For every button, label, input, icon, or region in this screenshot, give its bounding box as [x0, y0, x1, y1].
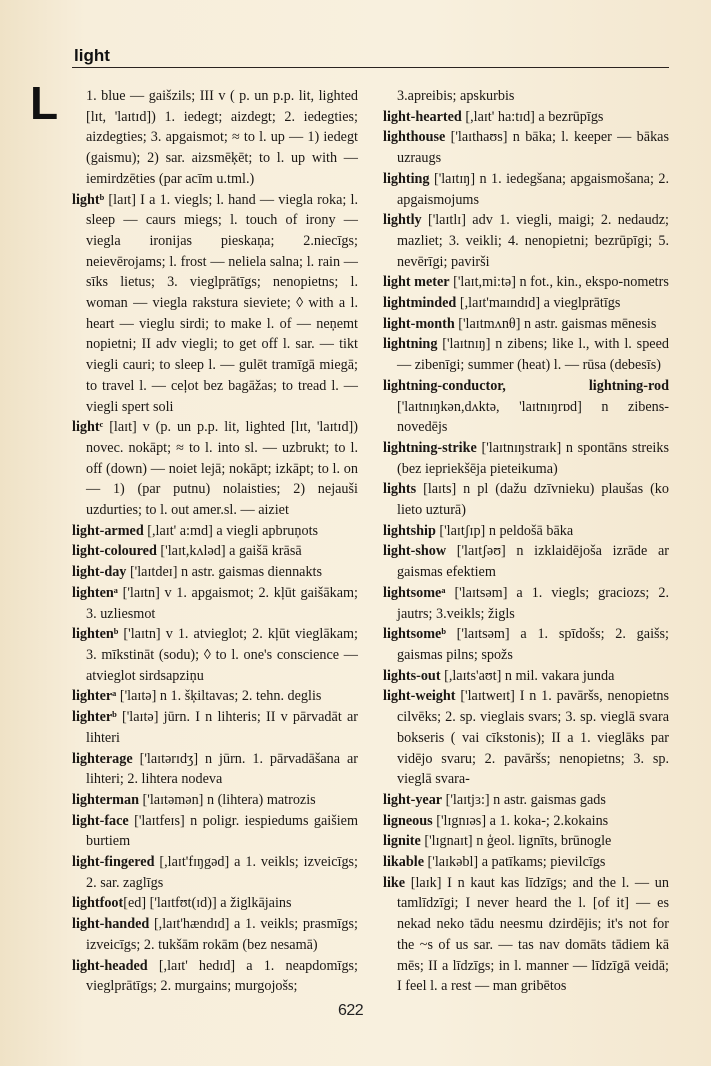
dictionary-entry: light-face ['laɪtfeɪs] n poligr. iespiedums gaišiem burtiem — [72, 812, 358, 850]
dictionary-entry: lightᶜ [laɪt] v (p. un p.p. lit, lighted [lɪt, 'laɪtɪd]) novec. nokāpt; ≈ to l. into sl. — uzbrukt; to l. off (down) — noiet lejā; nokāpt; izkāpt; to l. on — 1) (par putnu) nolaisties; 2) nejauši uzdurties; to l. out amer.sl. — aiziet — [72, 419, 358, 519]
dictionary-entry: likable ['laɪkəbl] a patīkams; pievilcīgs — [383, 854, 606, 871]
dictionary-entry: light meter ['laɪt,mi:tə] n fot., kin., ekspo-nometrs — [383, 274, 669, 291]
dictionary-entry: lightfoot[ed] ['laɪtfʊt(ɪd)] a žiglkājains — [72, 895, 292, 912]
left-column — [72, 86, 358, 997]
dictionary-entry: lightning ['laɪtnɪŋ] n zibens; like l., with l. speed — zibenīgi; summer (heat) l. — rūsa (debesīs) — [383, 336, 669, 374]
dictionary-entry: lighting ['laɪtɪŋ] n 1. iedegšana; apgaismošana; 2. apgaismojums — [383, 170, 669, 208]
dictionary-entry: lightsomeᵃ ['laɪtsəm] a 1. viegls; graciozs; 2. jautrs; 3.veikls; žigls — [383, 584, 669, 622]
dictionary-entry: lighterᵃ ['laɪtə] n 1. šķiltavas; 2. tehn. deglis — [72, 688, 322, 705]
running-head: light — [74, 46, 110, 65]
dictionary-entry: lightsomeᵇ ['laɪtsəm] a 1. spīdošs; 2. gaišs; gaismas pilns; spožs — [383, 626, 669, 663]
dictionary-entry: lightship ['laɪtʃɪp] n peldošā bāka — [383, 522, 574, 539]
dictionary-entry: light-headed [,laɪt' hedɪd] a 1. neapdomīgs; vieglprātīgs; 2. murgains; murgojošs; — [72, 957, 358, 995]
dictionary-entry: light-day ['laɪtdeɪ] n astr. gaismas diennakts — [72, 564, 323, 581]
dictionary-entry: lights [laɪts] n pl (dažu dzīvnieku) plaušas (ko lieto uzturā) — [383, 481, 669, 519]
dictionary-entry: like [laɪk] I n kaut kas līdzīgs; and the l. — un tamlīdzīgi; I never heard the l. [of it] — es nekad neko tādu neesmu dzirdējis; it's not for the ~s of us sar. — tas nav domāts tādiem kā mēs; II a līdzīgs; in l. manner — līdzīgā veidā; I feel l. a rest — man gribētos — [383, 874, 669, 995]
dictionary-entry: lighterman ['laɪtəmən] n (lihtera) matrozis — [72, 791, 316, 808]
dictionary-entry: light-coloured ['laɪt,kʌləd] a gaišā krāsā — [72, 543, 302, 560]
dictionary-entry: lighterᵇ ['laɪtə] jūrn. I n lihteris; II v pārvadāt ar lihteri — [72, 709, 358, 746]
page-number: 622 — [338, 1002, 364, 1019]
dictionary-entry: lightenᵇ ['laɪtn] v 1. atvieglot; 2. kļūt vieglākam; 3. mīkstināt (sodu); ◊ to l. one's conscience — atvieglot sirdsapziņu — [72, 626, 358, 684]
dictionary-entry: lightenᵃ ['laɪtn] v 1. apgaismot; 2. kļūt gaišākam; 3. uzliesmot — [72, 584, 358, 622]
dictionary-entry: lightᵇ [laɪt] I a 1. viegls; l. hand — viegla roka; l. sleep — caurs miegs; l. touch of irony — viegla ironijas pieskaņa; 2.niecīgs; neievērojams; l. frost — neliela salna; l. rain — sīks lietus; 3. vieglprātīgs; nenopietns; l. woman — viegla rakstura sieviete; ◊ with a l. heart — vieglu sirdi; to make l. of — neņemt nopietni; II adv viegli; to get off l. sar. — tikt viegli cauri; to sleep l. — gulēt tramīgā miegā; to travel l. — ceļot bez bagāžas; to tread l. — viegli spert soli — [72, 191, 358, 415]
dictionary-entry: light-armed [,laɪt' a:md] a viegli apbruņots — [72, 522, 319, 539]
dictionary-entry: lignite ['lɪgnaɪt] n ģeol. lignīts, brūnogle — [383, 833, 612, 850]
dictionary-entry: lightning-conductor, lightning-rod ['laɪtnɪŋkən,dʌktə, 'laɪtnɪŋrɒd] n zibens-novedējs — [383, 377, 669, 436]
dictionary-entry: light-show ['laɪtʃəʊ] n izklaidējoša izrāde ar gaismas efektiem — [383, 543, 669, 581]
thumb-index-letter: L — [30, 77, 59, 129]
dictionary-entry: lighterage ['laɪtərɪdʒ] n jūrn. 1. pārvadāšana ar lihteri; 2. lihtera nodeva — [72, 750, 358, 788]
right-column — [383, 86, 669, 997]
dictionary-entry: lightly ['laɪtlɪ] adv 1. viegli, maigi; 2. nedaudz; mazliet; 3. veikli; 4. nenopietni; bezrūpīgi; 5. nevērīgi; pavirši — [383, 212, 669, 270]
dictionary-entry: lights-out [,laɪts'aʊt] n mil. vakara junda — [383, 667, 615, 684]
dictionary-entry: light-year ['laɪtjɜ:] n astr. gaismas gads — [383, 791, 606, 808]
dictionary-entry-continued: 1. blue — gaišzils; III v ( p. un p.p. lit, lighted [lɪt, 'laɪtɪd]) 1. iedegt; aizdegt; 2. iedegties; aizdegties; 3. apgaismot; ≈ to l. up — 1) iedegt (gaismu); 2) sar. aizsmēķēt; to l. up with — iemirdzēties (par acīm u.tml.) — [86, 88, 358, 187]
dictionary-entry: lightning-strike ['laɪtnɪŋstraɪk] n spontāns streiks (bez iepriekšēja pieteikuma) — [383, 439, 669, 477]
dictionary-entry: lighthouse ['laɪthaʊs] n bāka; l. keeper — bākas uzraugs — [383, 129, 669, 167]
dictionary-entry: light-month ['laɪtmʌnθ] n astr. gaismas mēnesis — [383, 315, 657, 332]
dictionary-entry-continued: 3.apreibis; apskurbis — [397, 88, 515, 104]
dictionary-entry: light-hearted [,laɪt' ha:tɪd] a bezrūpīgs — [383, 108, 604, 125]
dictionary-entry: lightminded [,laɪt'maɪndɪd] a vieglprātīgs — [383, 295, 621, 312]
dictionary-entry: light-weight ['laɪtweɪt] I n 1. pavāršs, nenopietns cilvēks; 2. sp. vieglais svars; 3. sp. vieglā svara bokseris ( vai cīkstonis); II a 1. vieglāks par vidējo svaru; 2. pavāršs; nenopietns; 3. sp. vieglā svara- — [383, 688, 669, 788]
dictionary-entry: light-fingered [,laɪt'fɪŋgəd] a 1. veikls; izveicīgs; 2. sar. zaglīgs — [72, 854, 358, 891]
dictionary-entry: ligneous ['lɪgnɪəs] a 1. koka-; 2.kokains — [383, 812, 609, 829]
dictionary-entry: light-handed [,laɪt'hændɪd] a 1. veikls; prasmīgs; izveicīgs; 2. tukšām rokām (bez nesamā) — [72, 916, 358, 953]
header-rule — [72, 67, 669, 68]
